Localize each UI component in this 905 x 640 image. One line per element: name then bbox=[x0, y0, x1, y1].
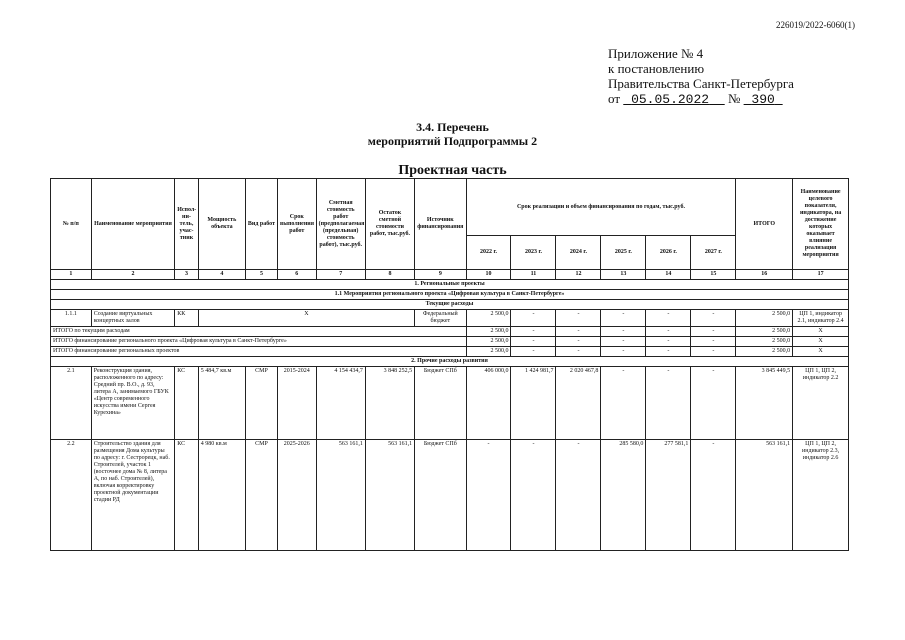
column-number: 8 bbox=[365, 270, 414, 280]
header-year: 2022 г. bbox=[466, 236, 511, 270]
table-row bbox=[51, 440, 849, 551]
total-row bbox=[51, 327, 849, 337]
section-row bbox=[51, 280, 849, 290]
total-y2024: - bbox=[556, 337, 601, 347]
row-y2022: 406 000,0 bbox=[466, 367, 511, 440]
row-term: 2025-2026 bbox=[278, 440, 317, 551]
column-number: 6 bbox=[278, 270, 317, 280]
total-y2026: - bbox=[646, 347, 691, 357]
row-y2026: - bbox=[646, 367, 691, 440]
column-number: 2 bbox=[91, 270, 175, 280]
row-y2025: - bbox=[601, 310, 646, 327]
row-y2022: 2 500,0 bbox=[466, 310, 511, 327]
total-y2022: 2 500,0 bbox=[466, 327, 511, 337]
header-work-type: Вид работ bbox=[245, 179, 277, 270]
row-num: 1.1.1 bbox=[51, 310, 92, 327]
section-row bbox=[51, 300, 849, 310]
total-y2027: - bbox=[691, 337, 736, 347]
header-source: Источник финансирования bbox=[415, 179, 466, 270]
total-y2026: - bbox=[646, 337, 691, 347]
row-y2024: - bbox=[556, 310, 601, 327]
header-estimated-cost: Сметная стоимость работ (предполагаемая (предельная) стоимость работ), тыс.руб. bbox=[316, 179, 365, 270]
from-label: от bbox=[608, 91, 621, 106]
row-estimated-cost: 4 154 434,7 bbox=[316, 367, 365, 440]
total-y2024: - bbox=[556, 327, 601, 337]
row-total: 2 500,0 bbox=[736, 310, 793, 327]
total-y2023: - bbox=[511, 327, 556, 337]
table-row bbox=[51, 310, 849, 327]
header-year: 2024 г. bbox=[556, 236, 601, 270]
header-year: 2025 г. bbox=[601, 236, 646, 270]
column-number: 13 bbox=[601, 270, 646, 280]
list-title-line2: мероприятий Подпрограммы 2 bbox=[367, 134, 538, 148]
row-capacity: 4 980 кв.м bbox=[198, 440, 245, 551]
column-number: 4 bbox=[198, 270, 245, 280]
column-number: 3 bbox=[175, 270, 199, 280]
resolution-date: 05.05.2022 bbox=[631, 92, 710, 107]
section-regional-projects: 1. Региональные проекты bbox=[51, 280, 849, 290]
row-num: 2.1 bbox=[51, 367, 92, 440]
column-number: 16 bbox=[736, 270, 793, 280]
column-number: 11 bbox=[511, 270, 556, 280]
document-number: 226019/2022-6060(1) bbox=[776, 20, 855, 30]
row-name: Создание виртуальных концертных залов bbox=[91, 310, 175, 327]
row-estimated-cost: 563 161,1 bbox=[316, 440, 365, 551]
row-y2026: - bbox=[646, 310, 691, 327]
column-number: 9 bbox=[415, 270, 466, 280]
header-year: 2026 г. bbox=[646, 236, 691, 270]
header-year: 2023 г. bbox=[511, 236, 556, 270]
header-year: 2027 г. bbox=[691, 236, 736, 270]
total-y2026: - bbox=[646, 327, 691, 337]
total-y2025: - bbox=[601, 327, 646, 337]
header-row bbox=[51, 179, 849, 236]
appendix-block bbox=[608, 46, 794, 107]
section-digital-culture: 1.1 Мероприятия регионального проекта «Цифровая культура в Санкт-Петербурге» bbox=[51, 290, 849, 300]
row-y2023: 1 424 981,7 bbox=[511, 367, 556, 440]
total-y2027: - bbox=[691, 327, 736, 337]
appendix-line3: Правительства Санкт-Петербурга bbox=[608, 76, 794, 91]
row-y2024: - bbox=[556, 440, 601, 551]
column-number: 1 bbox=[51, 270, 92, 280]
total-label: ИТОГО финансирование регионального проекта «Цифровая культура в Санкт-Петербурге» bbox=[51, 337, 467, 347]
header-num: № п/п bbox=[51, 179, 92, 270]
total-sum: 2 500,0 bbox=[736, 327, 793, 337]
list-title-line1: 3.4. Перечень bbox=[416, 120, 489, 134]
header-executor: Испол-ни-тель, учас-тник bbox=[175, 179, 199, 270]
header-remaining: Остаток сметной стоимости работ, тыс.руб. bbox=[365, 179, 414, 270]
header-name: Наименование мероприятия bbox=[91, 179, 175, 270]
appendix-line1: Приложение № 4 bbox=[608, 46, 704, 61]
row-source: Бюджет СПб bbox=[415, 367, 466, 440]
header-period: Срок реализации и объем финансирования по годам, тыс.руб. bbox=[466, 179, 736, 236]
row-executor: КС bbox=[175, 440, 199, 551]
total-x: Х bbox=[793, 347, 849, 357]
column-number: 10 bbox=[466, 270, 511, 280]
row-num: 2.2 bbox=[51, 440, 92, 551]
column-number-row bbox=[51, 270, 849, 280]
header-capacity: Мощность объекта bbox=[198, 179, 245, 270]
row-y2027: - bbox=[691, 440, 736, 551]
number-label: № bbox=[727, 91, 741, 106]
total-label: ИТОГО по текущим расходам bbox=[51, 327, 467, 337]
row-indicator: ЦП 1, ЦП 2, индикатор 2.3, индикатор 2.6 bbox=[793, 440, 849, 551]
total-label: ИТОГО финансирование региональных проектов bbox=[51, 347, 467, 357]
total-row bbox=[51, 347, 849, 357]
row-executor: КС bbox=[175, 367, 199, 440]
section-other-expenses: 2. Прочие расходы развития bbox=[51, 357, 849, 367]
total-y2022: 2 500,0 bbox=[466, 337, 511, 347]
row-work-type: СМР bbox=[245, 440, 277, 551]
total-sum: 2 500,0 bbox=[736, 347, 793, 357]
row-name: Реконструкция здания, расположенного по адресу: Средний пр. В.О., д. 93, литера А, занимаемого ГБУК «Центр современного искусства имени Сергея Курехина» bbox=[91, 367, 175, 440]
measures-table bbox=[50, 178, 849, 551]
section-row bbox=[51, 357, 849, 367]
section-current-expenses: Текущие расходы bbox=[51, 300, 849, 310]
row-indicator: ЦП 1, ЦП 2, индикатор 2.2 bbox=[793, 367, 849, 440]
row-remaining: 3 848 252,5 bbox=[365, 367, 414, 440]
row-total: 563 161,1 bbox=[736, 440, 793, 551]
header-total: ИТОГО bbox=[736, 179, 793, 270]
row-executor: КК bbox=[175, 310, 199, 327]
total-y2023: - bbox=[511, 347, 556, 357]
column-number: 15 bbox=[691, 270, 736, 280]
total-y2025: - bbox=[601, 347, 646, 357]
section-subtitle: Проектная часть bbox=[398, 163, 507, 178]
row-remaining: 563 161,1 bbox=[365, 440, 414, 551]
row-name: Строительство здания для размещения Дома культуры по адресу: г. Сестрорецк, наб. Строителей, участок 1 (восточнее дома № 8, литера А, по наб. Строителей), включая корректировку проектной документации стадии РД bbox=[91, 440, 175, 551]
row-y2027: - bbox=[691, 367, 736, 440]
column-number: 12 bbox=[556, 270, 601, 280]
row-source: Бюджет СПб bbox=[415, 440, 466, 551]
section-row bbox=[51, 290, 849, 300]
total-y2022: 2 500,0 bbox=[466, 347, 511, 357]
total-y2025: - bbox=[601, 337, 646, 347]
resolution-number: 390 bbox=[751, 92, 775, 107]
appendix-date-line bbox=[608, 91, 794, 107]
header-term: Срок выполнения работ bbox=[278, 179, 317, 270]
row-capacity: 5 484,7 кв.м bbox=[198, 367, 245, 440]
total-y2023: - bbox=[511, 337, 556, 347]
total-y2027: - bbox=[691, 347, 736, 357]
total-row bbox=[51, 337, 849, 347]
row-term: 2015-2024 bbox=[278, 367, 317, 440]
appendix-line2: к постановлению bbox=[608, 61, 705, 76]
total-sum: 2 500,0 bbox=[736, 337, 793, 347]
row-x-mark: Х bbox=[198, 310, 414, 327]
total-y2024: - bbox=[556, 347, 601, 357]
row-y2025: 285 580,0 bbox=[601, 440, 646, 551]
row-y2025: - bbox=[601, 367, 646, 440]
list-title bbox=[0, 120, 905, 148]
total-x: Х bbox=[793, 337, 849, 347]
row-y2027: - bbox=[691, 310, 736, 327]
header-indicator: Наименование целевого показателя, индикатора, на достижение которых оказывает влияние реализация мероприятия bbox=[793, 179, 849, 270]
column-number: 7 bbox=[316, 270, 365, 280]
row-y2022: - bbox=[466, 440, 511, 551]
table-row bbox=[51, 367, 849, 440]
column-number: 17 bbox=[793, 270, 849, 280]
row-y2024: 2 020 467,8 bbox=[556, 367, 601, 440]
row-y2023: - bbox=[511, 310, 556, 327]
row-source: Федеральный бюджет bbox=[415, 310, 466, 327]
row-work-type: СМР bbox=[245, 367, 277, 440]
column-number: 14 bbox=[646, 270, 691, 280]
row-y2026: 277 581,1 bbox=[646, 440, 691, 551]
row-indicator: ЦП 1, индикатор 2.1, индикатор 2.4 bbox=[793, 310, 849, 327]
row-y2023: - bbox=[511, 440, 556, 551]
row-total: 3 845 449,5 bbox=[736, 367, 793, 440]
total-x: Х bbox=[793, 327, 849, 337]
column-number: 5 bbox=[245, 270, 277, 280]
